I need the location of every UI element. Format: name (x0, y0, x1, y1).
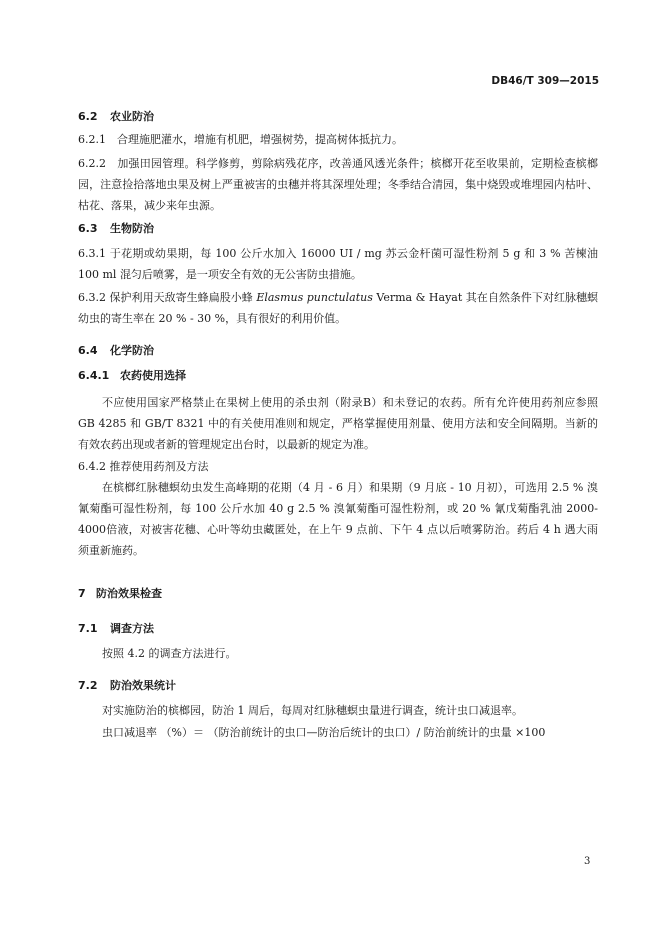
heading-number: 6.3 (78, 222, 98, 235)
heading-7-2 (78, 677, 176, 693)
page-number: 3 (584, 856, 591, 867)
heading-title: 防治效果统计 (110, 679, 176, 692)
paragraph-7-1: 按照 4.2 的调查方法进行。 (102, 647, 237, 660)
heading-number: 7.2 (78, 679, 98, 692)
heading-title: 农业防治 (110, 110, 154, 123)
heading-6-3 (78, 220, 154, 236)
heading-7 (78, 585, 162, 601)
heading-6-4-1 (78, 367, 186, 383)
paragraph-7-2: 对实施防治的槟榔园，防治 1 周后，每周对红脉穗螟虫量进行调查，统计虫口减退率。 (102, 704, 523, 717)
heading-title: 农药使用选择 (120, 369, 186, 382)
document-code: DB46/T 309—2015 (491, 75, 599, 87)
heading-6-4 (78, 342, 154, 358)
species-name: Elasmus punctulatus (256, 291, 373, 304)
heading-number: 7 (78, 587, 86, 600)
heading-number: 6.4.1 (78, 369, 110, 382)
paragraph-6-3-2 (78, 287, 598, 329)
heading-title: 化学防治 (110, 344, 154, 357)
text-suffix: Verma & Hayat 其在自然条件下对红脉穗螟幼虫的寄生率在 20 % - 30 %，具有很好的利用价值。 (78, 291, 599, 325)
heading-7-1 (78, 620, 154, 636)
paragraph-6-2-2: 6.2.2 加强田园管理。科学修剪，剪除病残花序，改善通风透光条件；槟榔开花至收果前，定期检查槟榔园，注意捡拾落地虫果及树上严重被害的虫穗并将其深埋处理；冬季结合清园，集中烧毁或堆埋园内枯叶、枯花、落果，减少来年虫源。 (78, 157, 598, 212)
text-prefix: 6.3.2 保护利用天敌寄生蜂扁股小蜂 (78, 291, 257, 304)
paragraph-6-2-1: 6.2.1 合理施肥灌水，增施有机肥，增强树势，提高树体抵抗力。 (78, 133, 403, 146)
formula: 虫口减退率 （%）＝ （防治前统计的虫口—防治后统计的虫口）/ 防治前统计的虫量 ×100 (102, 726, 546, 739)
paragraph-6-3-1: 6.3.1 于花期或幼果期，每 100 公斤水加入 16000 UI / mg 苏云金杆菌可湿性粉剂 5 g 和 3 % 苦楝油 100 ml 混匀后喷雾，是一项安全有效的无公害防虫措施。 (78, 247, 598, 281)
heading-number: 6.2 (78, 110, 98, 123)
heading-number: 6.4 (78, 344, 98, 357)
heading-6-2 (78, 108, 154, 124)
heading-number: 7.1 (78, 622, 98, 635)
heading-title: 调查方法 (110, 622, 154, 635)
heading-title: 防治效果检查 (96, 587, 162, 600)
paragraph-6-4-2: 在槟榔红脉穗螟幼虫发生高峰期的花期（4 月 - 6 月）和果期（9 月底 - 10 月初），可选用 2.5 % 溴氰菊酯可湿性粉剂，每 100 公斤水加 40 g 2.5 % 溴氰菊酯可湿性粉剂，或 20 % 氰戊菊酯乳油 2000-4000倍液，对被害花穗、心叶等幼虫藏匿处，在上午 9 点前、下午 4 点以后喷雾防治。药后 4 h 遇大雨须重新施药。 (78, 481, 598, 557)
paragraph-6-4-1: 不应使用国家严格禁止在果树上使用的杀虫剂（附录B）和未登记的农药。所有允许使用药剂应参照 GB 4285 和 GB/T 8321 中的有关使用准则和规定，严格掌握使用剂量、使用方法和安全间隔期。当新的有效农药出现或者新的管理规定出台时，以最新的规定为准。 (78, 396, 598, 451)
heading-6-4-2: 6.4.2 推荐使用药剂及方法 (78, 460, 209, 473)
heading-title: 生物防治 (110, 222, 154, 235)
